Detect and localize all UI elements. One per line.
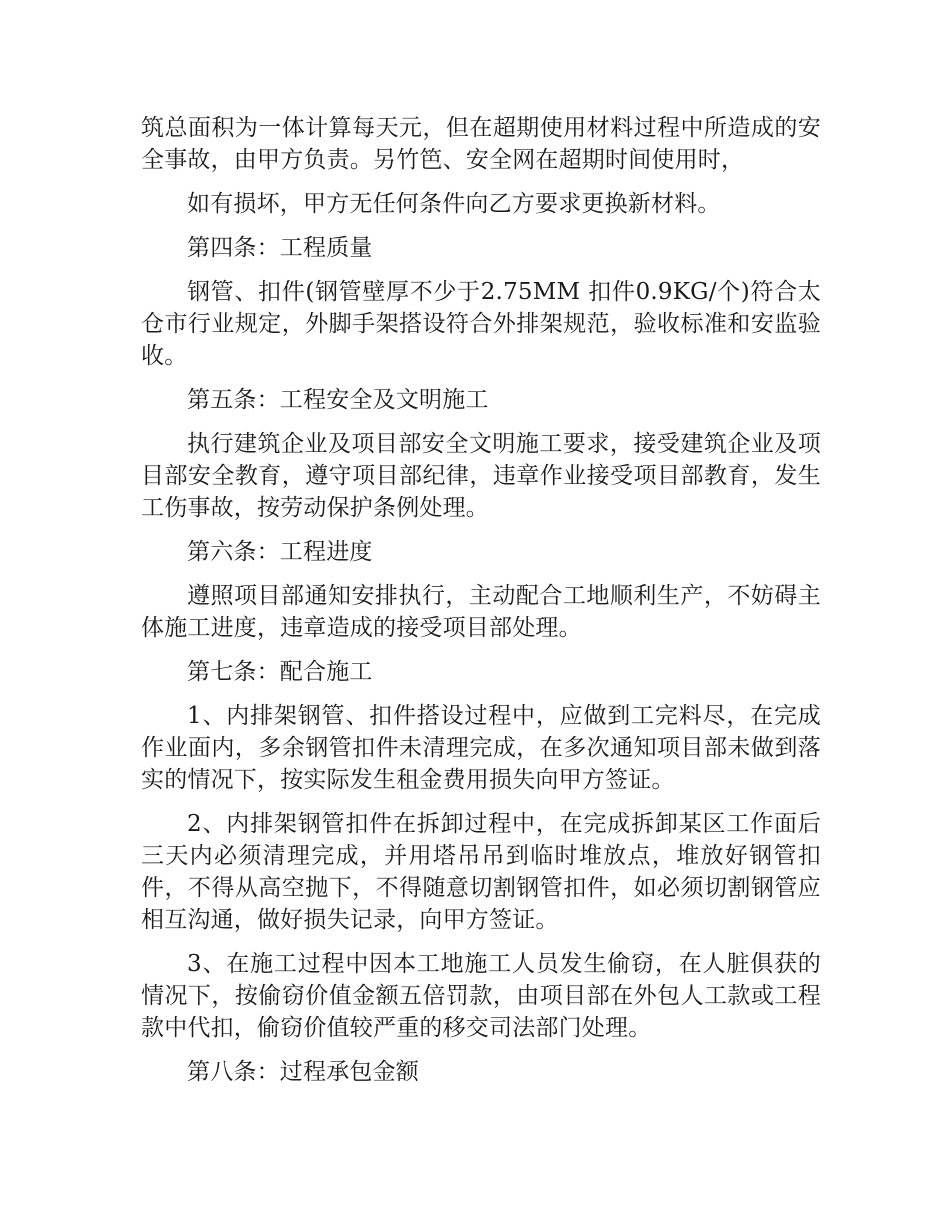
heading-article-7: 第七条：配合施工 — [187, 659, 373, 685]
heading-article-8: 第八条：过程承包金额 — [187, 1059, 419, 1085]
paragraph-quality: 钢管、扣件(钢管壁厚不少于2.75MM 扣件0.9KG/个)符合太仓市行业规定，外脚手架搭设符合外排架规范，验收标准和安监验收。 — [141, 279, 821, 369]
document-page — [141, 112, 821, 1100]
paragraph-cooperation-2: 2、内排架钢管扣件在拆卸过程中，在完成拆卸某区工作面后三天内必须清理完成，并用塔吊吊到临时堆放点，堆放好钢管扣件，不得从高空抛下，不得随意切割钢管扣件，如必须切割钢管应相互沟通，做好损失记录，向甲方签证。 — [141, 811, 821, 933]
paragraph-cooperation-1: 1、内排架钢管、扣件搭设过程中，应做到工完料尽，在完成作业面内，多余钢管扣件未清理完成，在多次通知项目部未做到落实的情况下，按实际发生租金费用损失向甲方签证。 — [141, 703, 821, 793]
heading-article-5: 第五条：工程安全及文明施工 — [187, 387, 489, 413]
paragraph-safety: 执行建筑企业及项目部安全文明施工要求，接受建筑企业及项目部安全教育，遵守项目部纪律，违章作业接受项目部教育，发生工伤事故，按劳动保护条例处理。 — [141, 431, 821, 521]
paragraph-progress: 遵照项目部通知安排执行，主动配合工地顺利生产，不妨碍主体施工进度，违章造成的接受项目部处理。 — [141, 583, 821, 641]
paragraph-damage-replacement: 如有损坏，甲方无任何条件向乙方要求更换新材料。 — [187, 191, 721, 217]
paragraph-cooperation-3: 3、在施工过程中因本工地施工人员发生偷窃，在人脏俱获的情况下，按偷窃价值金额五倍罚款，由项目部在外包人工款或工程款中代扣，偷窃价值较严重的移交司法部门处理。 — [141, 951, 821, 1041]
heading-article-6: 第六条：工程进度 — [187, 539, 373, 565]
heading-article-4: 第四条：工程质量 — [187, 235, 373, 261]
paragraph-continuation: 筑总面积为一体计算每天元，但在超期使用材料过程中所造成的安全事故，由甲方负责。另竹笆、安全网在超期时间使用时， — [141, 115, 821, 173]
